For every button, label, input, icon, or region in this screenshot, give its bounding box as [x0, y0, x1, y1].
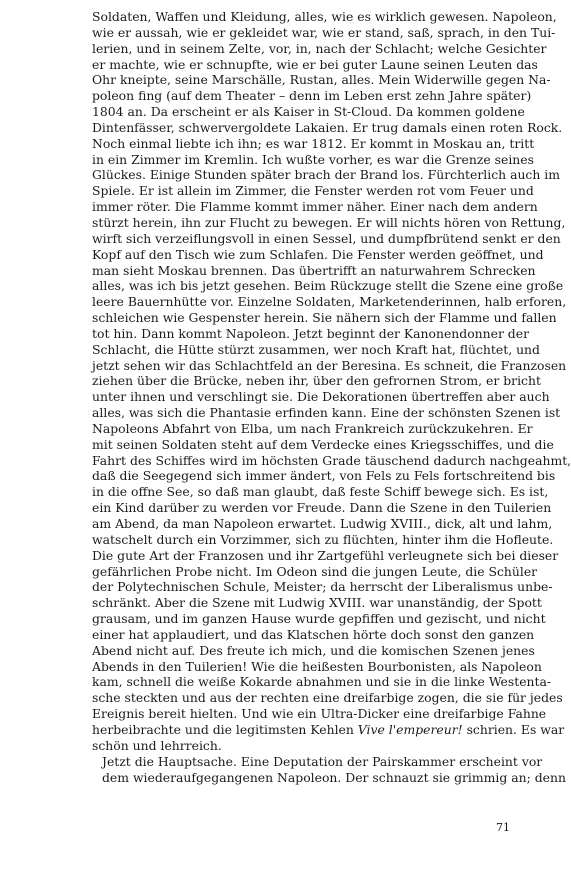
- text-line: man sieht Moskau brennen. Das übertrifft an naturwahrem Schrecken: [92, 262, 536, 278]
- text-line: 1804 an. Da erscheint er als Kaiser in St-Cloud. Da kommen goldene: [92, 104, 525, 120]
- text-line: lerien, und in seinem Zelte, vor, in, nach der Schlacht; welche Gesichter: [92, 40, 547, 56]
- text-line: unter ihnen und verschlingt sie. Die Dekorationen übertreffen aber auch: [92, 389, 550, 405]
- text-line: jetzt sehen wir das Schlachtfeld an der Beresina. Es schneit, die Franzosen: [92, 357, 567, 373]
- text-line: in ein Zimmer im Kremlin. Ich wußte vorher, es war die Grenze seines: [92, 151, 534, 167]
- text-line: Spiele. Er ist allein im Zimmer, die Fenster werden rot vom Feuer und: [92, 183, 534, 199]
- text-line: poleon fing (auf dem Theater – denn im Leben erst zehn Jahre später): [92, 88, 532, 104]
- text-line: immer röter. Die Flamme kommt immer näher. Einer nach dem andern: [92, 199, 538, 215]
- book-page: [92, 9, 571, 785]
- text-line: Abend nicht auf. Des freute ich mich, und die komischen Szenen jenes: [92, 642, 535, 658]
- text-line: Abends in den Tuilerien! Wie die heißesten Bourbonisten, als Napoleon: [92, 658, 542, 674]
- text-line: Ereignis bereit hielten. Und wie ein Ultra-Dicker eine dreifarbige Fahne: [92, 706, 547, 722]
- text-line: wirft sich verzeiflungsvoll in einen Sessel, und dumpfbrütend senkt er den: [92, 230, 561, 246]
- text-line: Schlacht, die Hütte stürzt zusammen, wer noch Kraft hat, flüchtet, und: [92, 341, 540, 357]
- text-line: Fahrt des Schiffes wird im höchsten Grade täuschend dadurch nachgeahmt,: [92, 452, 571, 468]
- text-line: Soldaten, Waffen und Kleidung, alles, wie es wirklich gewesen. Napoleon,: [92, 9, 557, 24]
- paragraph: [92, 9, 571, 754]
- text-line: der Polytechnischen Schule, Meister; da herrscht der Liberalismus unbe-: [92, 579, 553, 595]
- text-line: grausam, und im ganzen Hause wurde gepfiffen und gezischt, und nicht: [92, 611, 546, 627]
- text-line: Dintenfässer, schwervergoldete Lakaien. Er trug damals einen roten Rock.: [92, 119, 563, 135]
- text-line: sche steckten und aus der rechten eine dreifarbige zogen, die sie für jedes: [92, 690, 563, 706]
- text-line: alles, was ich bis jetzt gesehen. Beim Rückzuge stellt die Szene eine große: [92, 278, 564, 294]
- paragraph: [92, 753, 566, 786]
- text-line: tot hin. Dann kommt Napoleon. Jetzt beginnt der Kanonendonner der: [92, 325, 529, 341]
- text-line: daß die Seegegend sich immer ändert, von Fels zu Fels fortschreitend bis: [92, 468, 556, 484]
- text-line: schleichen wie Gespenster herein. Sie nähern sich der Flamme und fallen: [92, 310, 557, 326]
- text-line: kam, schnell die weiße Kokarde abnahmen und sie in die linke Westenta-: [92, 674, 552, 690]
- text-line: Kopf auf den Tisch wie zum Schlafen. Die Fenster werden geöffnet, und: [92, 246, 544, 262]
- text-line: Jetzt die Hauptsache. Eine Deputation der Pairskammer erscheint vor: [102, 753, 543, 769]
- text-line: ziehen über die Brücke, neben ihr, über den gefrornen Strom, er bricht: [92, 373, 541, 389]
- page-number: 71: [496, 821, 510, 834]
- text-line: mit seinen Soldaten steht auf dem Verdecke eines Kriegsschiffes, und die: [92, 436, 554, 452]
- text-line: am Abend, da man Napoleon erwartet. Ludwig XVIII., dick, alt und lahm,: [92, 516, 553, 531]
- text-line: Napoleons Abfahrt von Elba, um nach Frankreich zurückzukehren. Er: [92, 420, 533, 436]
- text-line: watschelt durch ein Vorzimmer, sich zu flüchten, hinter ihm die Hofleute.: [92, 531, 554, 547]
- text-line: stürzt herein, ihn zur Flucht zu bewegen. Er will nichts hören von Rettung,: [92, 214, 566, 230]
- text-line: Noch einmal liebte ich ihn; es war 1812. Er kommt in Moskau an, tritt: [92, 135, 535, 151]
- text-line: herbeibrachte und die legitimsten Kehlen Vive l'empereur! schrien. Es war: [92, 721, 565, 737]
- text-line: schön und lehrreich.: [92, 737, 222, 753]
- text-line: er machte, wie er schnupfte, wie er bei guter Laune seinen Leuten das: [92, 56, 538, 72]
- text-line: Ohr kneipte, seine Marschälle, Rustan, alles. Mein Widerwille gegen Na-: [92, 72, 551, 88]
- text-line: ein Kind darüber zu werden vor Freude. Dann die Szene in den Tuilerien: [92, 500, 552, 516]
- text-line: in die offne See, so daß man glaubt, daß feste Schiff bewege sich. Es ist,: [92, 484, 549, 500]
- text-line: alles, was sich die Phantasie erfinden kann. Eine der schönsten Szenen ist: [92, 405, 561, 421]
- text-line: dem wiederaufgegangenen Napoleon. Der schnauzt sie grimmig an; denn: [102, 769, 566, 785]
- text-line: wie er aussah, wie er gekleidet war, wie er stand, saß, sprach, in den Tui-: [92, 24, 556, 40]
- text-line: Die gute Art der Franzosen und ihr Zartgefühl verleugnete sich bei dieser: [92, 547, 559, 563]
- text-line: einer hat applaudiert, und das Klatschen hörte doch sonst den ganzen: [92, 626, 535, 642]
- text-line: schränkt. Aber die Szene mit Ludwig XVIII. war unanständig, der Spott: [92, 595, 542, 611]
- text-line: gefährlichen Probe nicht. Im Odeon sind die jungen Leute, die Schüler: [92, 563, 538, 579]
- text-line: Glückes. Einige Stunden später brach der Brand los. Fürchterlich auch im: [92, 167, 561, 183]
- text-line: leere Bauernhütte vor. Einzelne Soldaten, Marketenderinnen, halb erforen,: [92, 294, 567, 310]
